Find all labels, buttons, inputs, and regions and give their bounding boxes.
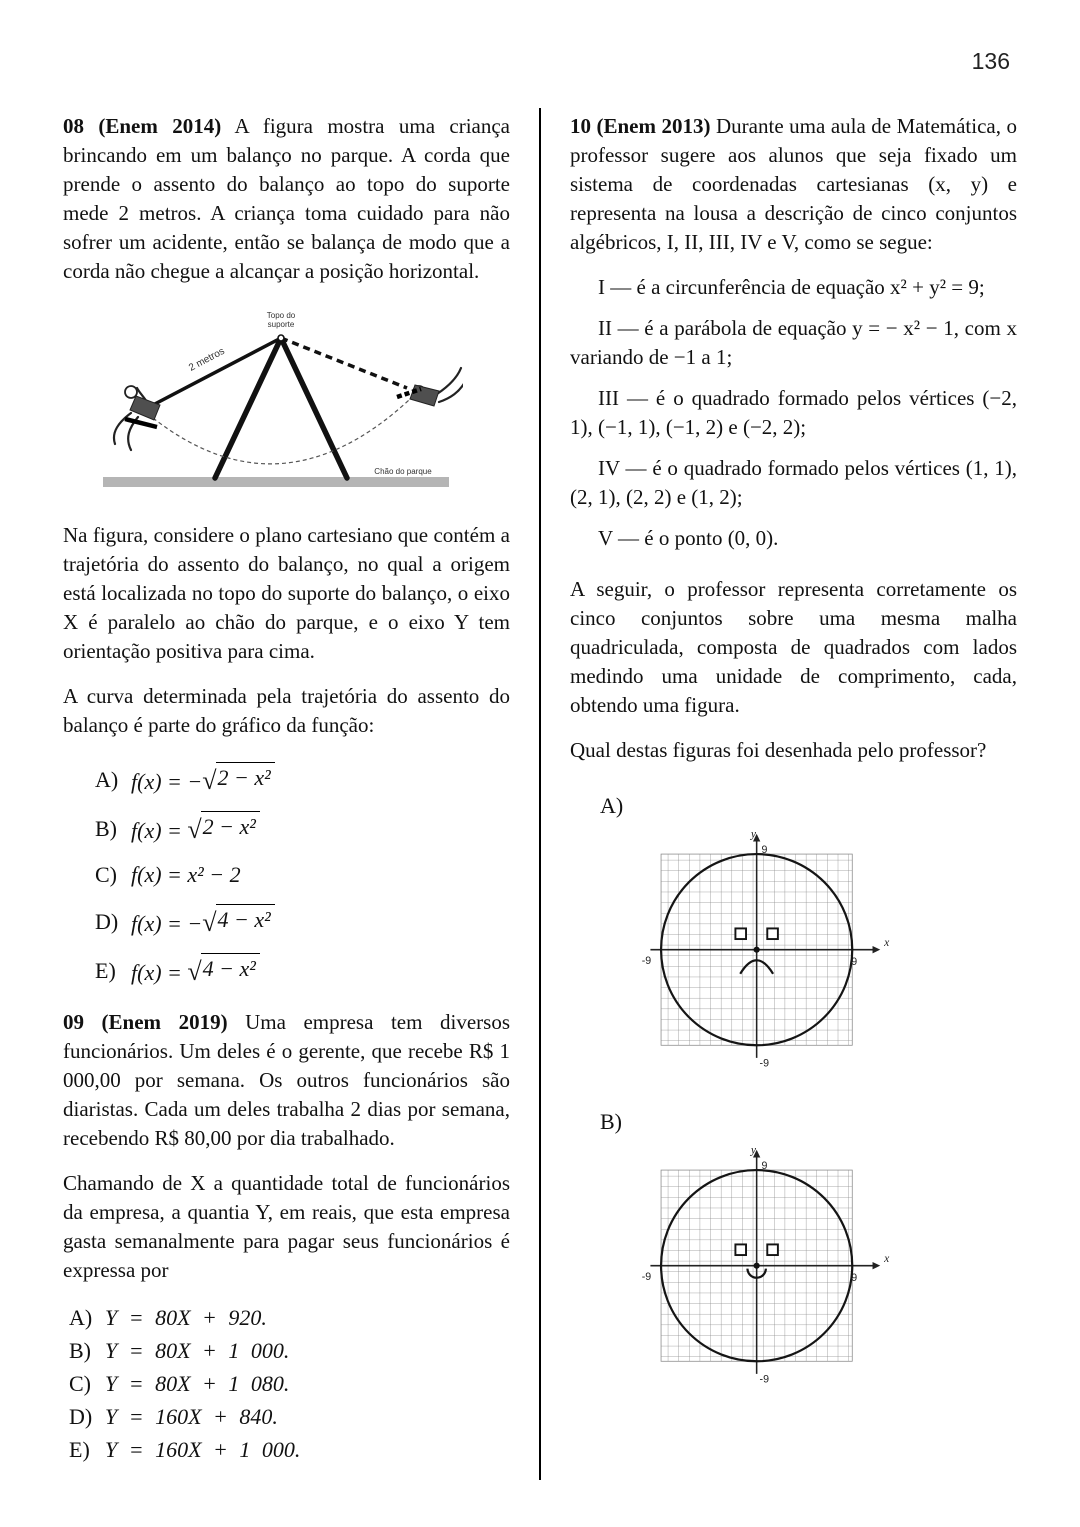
frame-leg-right xyxy=(281,338,347,478)
y-axis-label: y xyxy=(750,1144,756,1157)
option-letter: B) xyxy=(95,815,117,841)
q10-intro-text: Durante uma aula de Matemática, o professor sugere aos alunos que seja fixado um sistema de coordenadas cartesianas (x, y) e representa na lousa a descrição de cinco conjuntos algébricos, I, II, III, IV e V, como se segue: xyxy=(570,114,1017,254)
option-letter: A) xyxy=(95,766,119,792)
q09-option-e xyxy=(69,1433,510,1466)
q09-paragraph-2: Chamando de X a quantidade total de funcionários da empresa, a quantia Y, em reais, que esta empresa gasta semanalmente para pagar seus funcionários é expressa por xyxy=(63,1171,510,1282)
q10-option-a-label: A) xyxy=(600,793,624,818)
q10-heading: 10 (Enem 2013) xyxy=(570,114,711,138)
column-divider xyxy=(539,108,541,1480)
option-letter: A) xyxy=(69,1305,93,1330)
support-top-label-line2: suporte xyxy=(267,320,295,329)
q10-question: Qual destas figuras foi desenhada pelo professor? xyxy=(570,738,987,762)
q10-figure-a xyxy=(625,828,925,1081)
y-axis-label: y xyxy=(750,828,756,841)
eye-square-right xyxy=(767,928,778,939)
q09-options xyxy=(69,1301,510,1466)
q10-item-3: III — é o quadrado formado pelos vértices (−2, 1), (−1, 1), (−1, 2) e (−2, 2); xyxy=(570,386,1017,439)
option-formula: f(x) = − √ 4 − x² xyxy=(131,904,275,939)
q09-intro-text: Uma empresa tem diversos funcionários. Um deles é o gerente, que recebe R$ 1 000,00 por semana. Os outros funcionários são diaristas. Cada um deles trabalha 2 dias por semana, recebendo R$ 80,00 por dia trabalhado. xyxy=(63,1010,510,1150)
option-letter: D) xyxy=(69,1404,93,1429)
option-formula: f(x) = √ 2 − x² xyxy=(131,811,260,846)
option-formula: Y = 160X + 840. xyxy=(105,1404,278,1429)
tick-left: -9 xyxy=(641,955,652,968)
q08-paragraph-2: Na figura, considere o plano cartesiano que contém a trajetória do assento do balanço, no qual a origem está localizada no topo do suporte do balanço, o eixo X é paralelo ao chão do parque, e o eixo Y tem orientação positiva para cima. xyxy=(63,523,510,663)
q09-heading: 09 (Enem 2019) xyxy=(63,1010,228,1034)
ground-bar xyxy=(103,477,449,487)
q08-option-c xyxy=(95,860,510,890)
q09-option-a xyxy=(69,1301,510,1334)
q09-option-d xyxy=(69,1400,510,1433)
option-letter: B) xyxy=(69,1338,91,1363)
q09-option-c xyxy=(69,1367,510,1400)
x-axis-arrow xyxy=(873,946,881,953)
tick-right: 9 xyxy=(851,956,858,969)
q10-option-b-label: B) xyxy=(600,1109,622,1134)
child-figure-left xyxy=(114,386,160,450)
option-formula: Y = 80X + 1 080. xyxy=(105,1371,290,1396)
tick-bottom: -9 xyxy=(759,1057,769,1070)
tick-right: 9 xyxy=(851,1272,858,1285)
q08-intro-paragraph xyxy=(63,112,510,286)
swing-figure xyxy=(103,306,463,498)
tick-top: 9 xyxy=(761,844,768,857)
tick-bottom: -9 xyxy=(759,1373,769,1386)
q08-option-a xyxy=(95,762,510,797)
option-letter: C) xyxy=(69,1371,91,1396)
x-axis-label: x xyxy=(884,1251,890,1265)
option-formula: Y = 80X + 920. xyxy=(105,1305,267,1330)
ground-label: Chão do parque xyxy=(374,467,432,476)
eye-square-right xyxy=(767,1244,778,1255)
q08-option-e xyxy=(95,953,510,988)
right-column xyxy=(570,100,1017,1397)
option-letter: C) xyxy=(95,862,117,887)
tick-top: 9 xyxy=(761,1160,768,1173)
frame-leg-left xyxy=(215,338,281,478)
rope-length-label: 2 metros xyxy=(187,345,227,374)
q10-item-5: V — é o ponto (0, 0). xyxy=(598,526,779,550)
q08-option-b xyxy=(95,811,510,846)
option-letter: E) xyxy=(95,957,116,983)
pivot-point xyxy=(278,335,284,341)
q09-intro-paragraph xyxy=(63,1008,510,1153)
support-top-label-line1: Topo do xyxy=(266,311,296,320)
option-formula: f(x) = x² − 2 xyxy=(131,862,241,887)
origin-point xyxy=(754,947,760,953)
q08-paragraph-3: A curva determinada pela trajetória do assento do balanço é parte do gráfico da função: xyxy=(63,684,510,737)
q08-intro-text: A figura mostra uma criança brincando em um balanço no parque. A corda que prende o assento do balanço ao topo do suporte mede 2 metros. A criança toma cuidado para não sofrer um acidente, então se balança de modo que a corda não chegue a alcançar a posição horizontal. xyxy=(63,114,510,283)
option-letter: D) xyxy=(95,908,119,934)
q10-figure-b xyxy=(625,1144,925,1397)
option-formula: Y = 80X + 1 000. xyxy=(105,1338,290,1363)
q10-set-list xyxy=(570,273,1017,553)
q10-paragraph-2: A seguir, o professor representa corretamente os cinco conjuntos sobre uma mesma malha quadriculada, composta de quadrados com lados medindo uma unidade de comprimento, cada, obtendo uma figura. xyxy=(570,577,1017,717)
origin-point xyxy=(754,1263,760,1269)
x-axis-label: x xyxy=(884,935,890,949)
q08-options xyxy=(95,762,510,988)
q10-item-2: II — é a parábola de equação y = − x² − 1, com x variando de −1 a 1; xyxy=(570,316,1017,369)
option-formula: f(x) = √ 4 − x² xyxy=(131,953,260,988)
x-axis-arrow xyxy=(873,1262,881,1269)
q10-item-1: I — é a circunferência de equação x² + y² = 9; xyxy=(598,275,985,299)
trajectory-arc xyxy=(153,400,409,464)
option-letter: E) xyxy=(69,1437,90,1462)
eye-square-left xyxy=(735,1244,746,1255)
q10-intro-paragraph xyxy=(570,112,1017,257)
q10-item-4: IV — é o quadrado formado pelos vértices (1, 1), (2, 1), (2, 2) e (1, 2); xyxy=(570,456,1017,509)
q08-option-d xyxy=(95,904,510,939)
left-column xyxy=(63,100,510,1466)
tick-left: -9 xyxy=(641,1271,652,1284)
option-formula: Y = 160X + 1 000. xyxy=(105,1437,301,1462)
q08-heading: 08 (Enem 2014) xyxy=(63,114,222,138)
eye-square-left xyxy=(735,928,746,939)
q09-option-b xyxy=(69,1334,510,1367)
option-formula: f(x) = − √ 2 − x² xyxy=(131,762,275,797)
page-number: 136 xyxy=(971,48,1010,74)
